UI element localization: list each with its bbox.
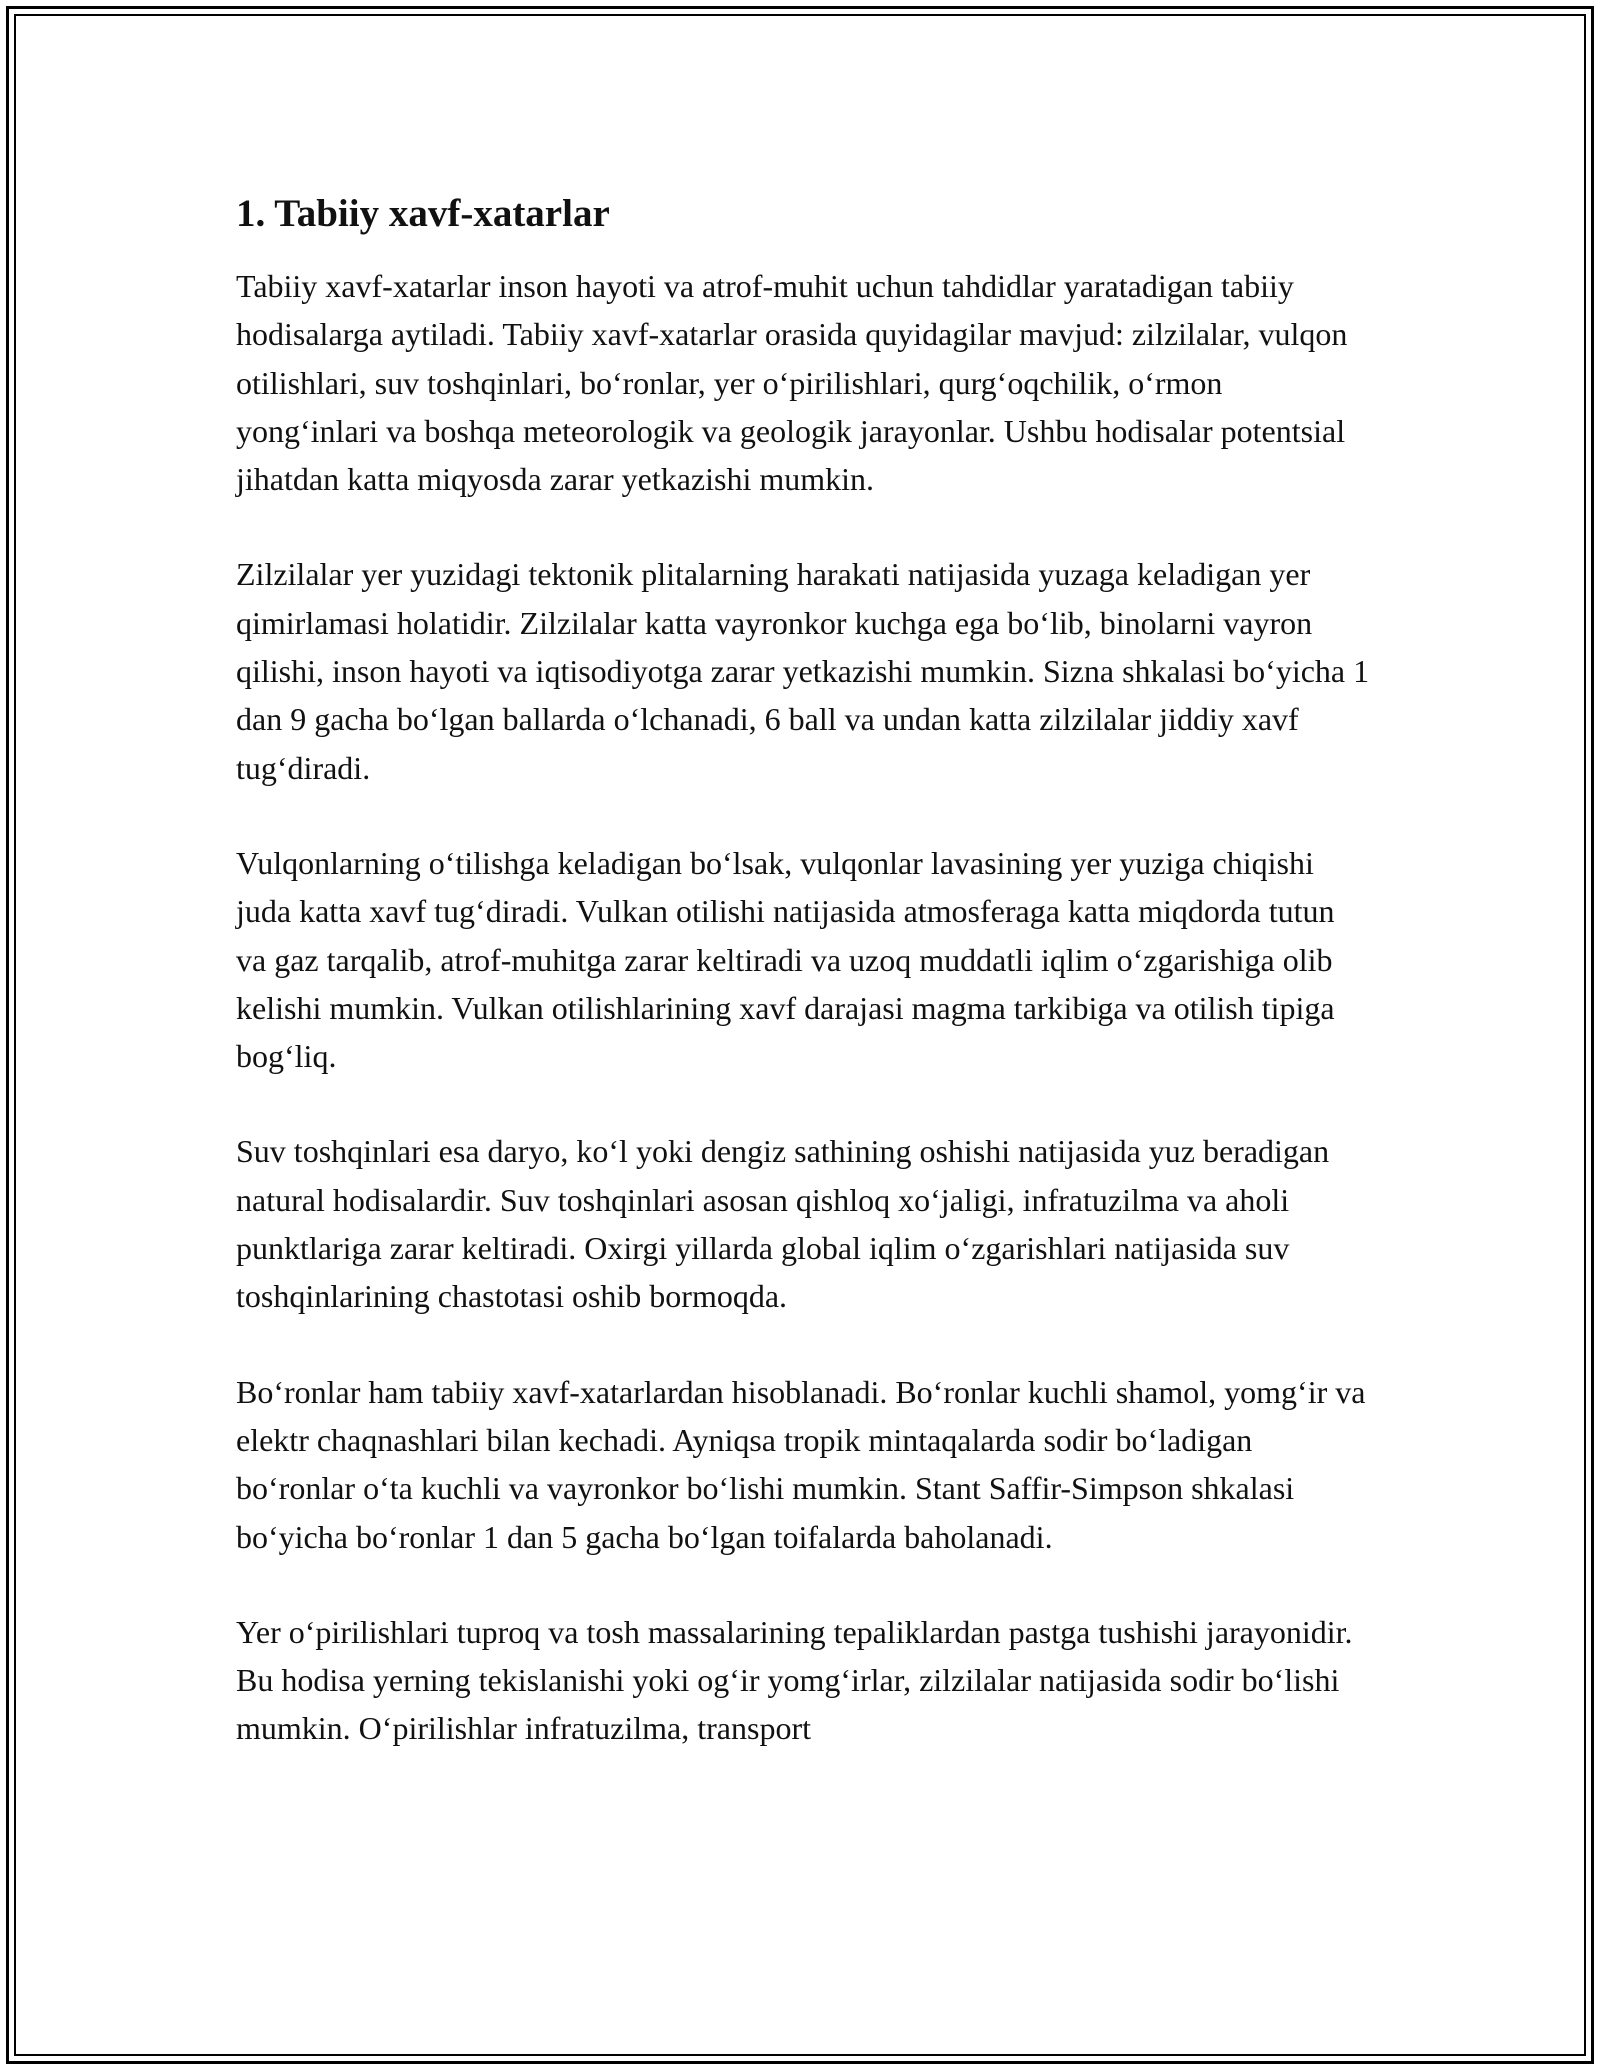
paragraph-landslides: Yer o‘pirilishlari tuproq va tosh massalarining tepaliklardan pastga tushishi jarayonidir. Bu hodisa yerning tekislanishi yoki og‘ir yomg‘irlar, zilzilalar natijasida sodir bo‘lishi mumkin. O‘pirilishlar infratuzilma, transport [236, 1613, 1353, 1747]
document-body [236, 186, 1371, 1800]
paragraph-floods: Suv toshqinlari esa daryo, ko‘l yoki dengiz sathining oshishi natijasida yuz beradigan natural hodisalardir. Suv toshqinlari asosan qishloq xo‘jaligi, infratuzilma va aholi punktlariga zarar keltiradi. Oxirgi yillarda global iqlim o‘zgarishlari natijasida suv toshqinlarining chastotasi oshib bormoqda. [236, 1133, 1330, 1315]
paragraph-storms: Bo‘ronlar ham tabiiy xavf-xatarlardan hisoblanadi. Bo‘ronlar kuchli shamol, yomg‘ir va elektr chaqnashlari bilan kechadi. Ayniqsa tropik mintaqalarda sodir bo‘ladigan bo‘ronlar o‘ta kuchli va vayronkor bo‘lishi mumkin. Stant Saffir-Simpson shkalasi bo‘yicha bo‘ronlar 1 dan 5 gacha bo‘lgan toifalarda baholanadi. [236, 1373, 1366, 1555]
paragraph-earthquakes: Zilzilalar yer yuzidagi tektonik plitalarning harakati natijasida yuzaga keladigan yer qimirlamasi holatidir. Zilzilalar katta vayronkor kuchga ega bo‘lib, binolarni vayron qilishi, inson hayoti va iqtisodiyotga zarar yetkazishi mumkin. Sizna shkalasi bo‘yicha 1 dan 9 gacha bo‘lgan ballarda o‘lchanadi, 6 ball va undan katta zilzilalar jiddiy xavf tug‘diradi. [236, 556, 1370, 786]
section-heading: 1. Tabiiy xavf-xatarlar [236, 192, 610, 235]
paragraph-intro: Tabiiy xavf-xatarlar inson hayoti va atrof-muhit uchun tahdidlar yaratadigan tabiiy hodisalarga aytiladi. Tabiiy xavf-xatarlar orasida quyidagilar mavjud: zilzilalar, vulqon otilishlari, suv toshqinlari, bo‘ronlar, yer o‘pirilishlari, qurg‘oqchilik, o‘rmon yong‘inlari va boshqa meteorologik va geologik jarayonlar. Ushbu hodisalar potentsial jihatdan katta miqyosda zarar yetkazishi mumkin. [236, 268, 1348, 498]
paragraph-volcanoes: Vulqonlarning o‘tilishga keladigan bo‘lsak, vulqonlar lavasining yer yuziga chiqishi juda katta xavf tug‘diradi. Vulkan otilishi natijasida atmosferaga katta miqdorda tutun va gaz tarqalib, atrof-muhitga zarar keltiradi va uzoq muddatli iqlim o‘zgarishiga olib kelishi mumkin. Vulkan otilishlarining xavf darajasi magma tarkibiga va otilish tipiga bog‘liq. [236, 844, 1335, 1075]
